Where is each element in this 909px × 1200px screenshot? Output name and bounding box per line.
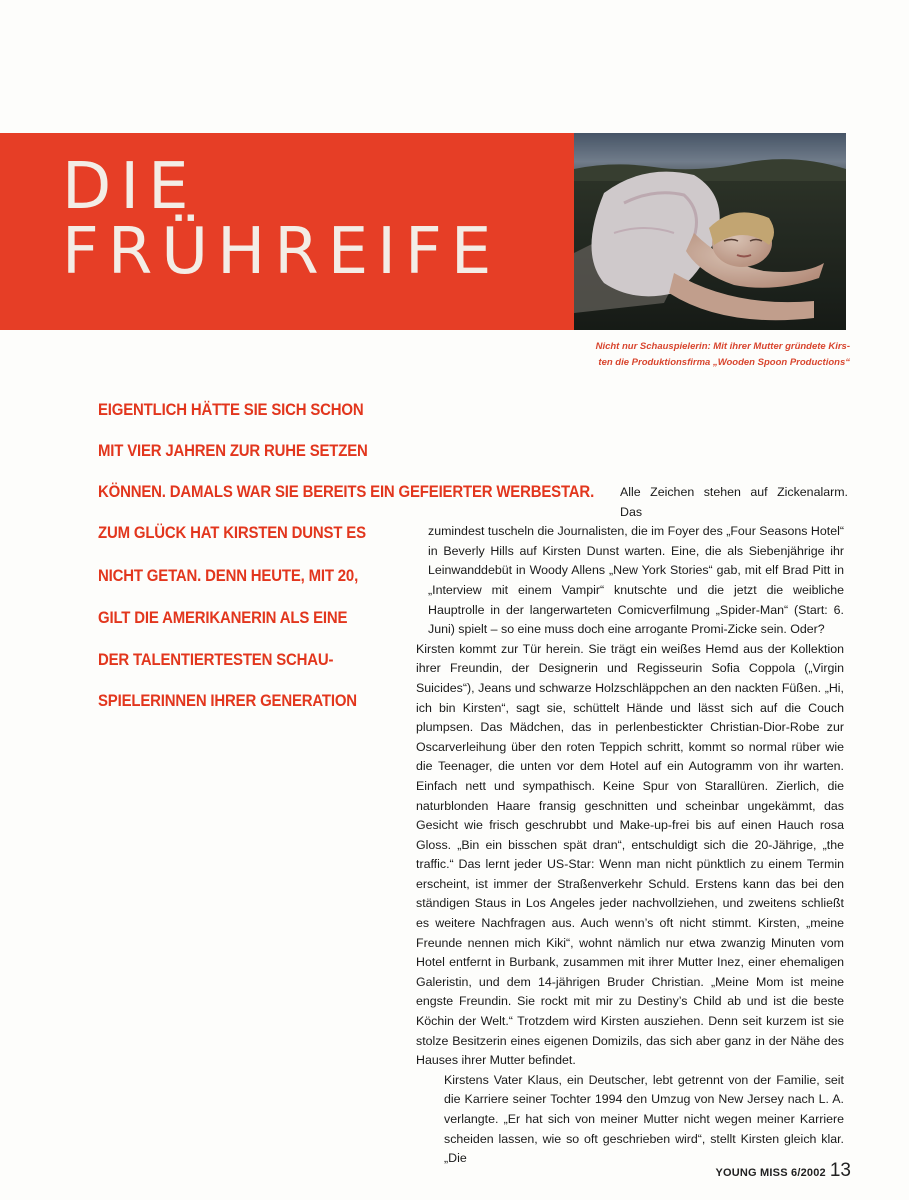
lead-line-7: DER TALENTIERTESTEN SCHAU- (98, 650, 334, 669)
caption-line-2: ten die Produktionsfirma „Wooden Spoon Productions“ (598, 357, 850, 368)
page-title-line1: DIE (62, 150, 198, 224)
lead-line-1: EIGENTLICH HÄTTE SIE SICH SCHON (98, 400, 364, 419)
lead-line-2: MIT VIER JAHREN ZUR RUHE SETZEN (98, 441, 368, 460)
magazine-issue: YOUNG MISS 6/2002 (715, 1167, 826, 1179)
lead-line-6: GILT DIE AMERIKANERIN ALS EINE (98, 608, 348, 627)
page-footer (715, 1160, 851, 1182)
lead-line-3: KÖNNEN. DAMALS WAR SIE BEREITS EIN GEFEIERTER WERBESTAR. (98, 482, 595, 501)
page-number: 13 (829, 1160, 851, 1181)
page-title-line2: FRÜHREIFE (62, 215, 501, 289)
article-intro: Alle Zeichen stehen auf Zickenalarm. Das (620, 485, 848, 519)
lead-line-8: SPIELERINNEN IHRER GENERATION (98, 691, 357, 710)
article-paragraph-2: Kirsten kommt zur Tür herein. Sie trägt ein weißes Hemd aus der Kollektion ihrer Freundin, der Designerin und Regisseurin Sofia Coppola („Virgin Suicides“), Jeans und schwarze Holzschläppchen an den nackten Füßen. „Hi, ich bin Kirsten“, sagt sie, schüttelt Hände und lässt sich auf die Couch plumpsen. Das Mädchen, das in perlenbestickter Christian-Dior-Robe zur Oscarverleihung über den roten Teppich schritt, kommt so normal rüber wie die Teenager, die unten vor dem Hotel auf ein Autogramm von ihr warten. Einfach nett und sympathisch. Keine Spur von Starallüren. Zierlich, die naturblonden Haare fransig geschnitten und scheinbar ungekämmt, das Gesicht wie frisch geschrubbt und Make-up-frei bis auf einen Hauch rosa Gloss. „Bin ein bisschen spät dran“, entschuldigt sich die 20-Jährige, „the traffic.“ Das lernt jeder US-Star: Wenn man nicht pünktlich zu einem Termin erscheint, ist immer der Straßenverkehr Schuld. Erstens kann das bei den ständigen Staus in Los Angeles jeder nachvollziehen, und zweitens schließt es weitere Nachfragen aus. Auch wenn’s oft nicht stimmt. Kirsten, „meine Freunde nennen mich Kiki“, wohnt nämlich nur etwa zwanzig Minuten vom Hotel entfernt in Burbank, zusammen mit ihrer Mutter Inez, einer ehemaligen Galeristin, und dem 14-jährigen Bruder Christian. „Meine Mom ist meine engste Freundin. Sie rockt mit mir zu Destiny’s Child ab und ist die beste Köchin der Welt.“ Trotzdem wird Kirsten ausziehen. Denn seit kurzem ist sie stolze Besitzerin eines eigenen Domizils, das sich aber ganz in der Nähe des Hauses ihrer Mutter befindet. (416, 641, 844, 1068)
lead-line-5: NICHT GETAN. DENN HEUTE, MIT 20, (98, 566, 359, 585)
article-body (408, 483, 848, 1169)
cover-photo (574, 133, 846, 330)
lead-line-4: ZUM GLÜCK HAT KIRSTEN DUNST ES (98, 523, 366, 542)
article-paragraph-3: Kirstens Vater Klaus, ein Deutscher, lebt getrennt von der Familie, seit die Karriere seiner Tochter 1994 den Umzug von New Jersey nach L. A. verlangte. „Er hat sich von meiner Mutter nicht wegen meiner Karriere scheiden lassen, wie so oft geschrieben wird“, stellt Kirsten gleich klar. „Die (444, 1072, 844, 1166)
photo-girl-lying-in-grass (574, 133, 846, 330)
caption-line-1: Nicht nur Schauspielerin: Mit ihrer Mutter gründete Kirs- (595, 341, 850, 352)
article-paragraph-1: zumindest tuscheln die Journalisten, die im Foyer des „Four Seasons Hotel“ in Beverly Hills auf Kirsten Dunst warten. Eine, die als Siebenjährige ihr Leinwanddebüt in Woody Allens „New York Stories“ gab, mit elf Brad Pitt in „Interview mit einem Vampir“ knutschte und die jetzt die weibliche Hauptrolle in der langerwarteten Comicverfilmung „Spider-Man“ (Start: 6. Juni) spielt – so eine muss doch eine arrogante Promi-Zicke sein. Oder? (428, 524, 844, 637)
photo-caption (560, 339, 850, 371)
